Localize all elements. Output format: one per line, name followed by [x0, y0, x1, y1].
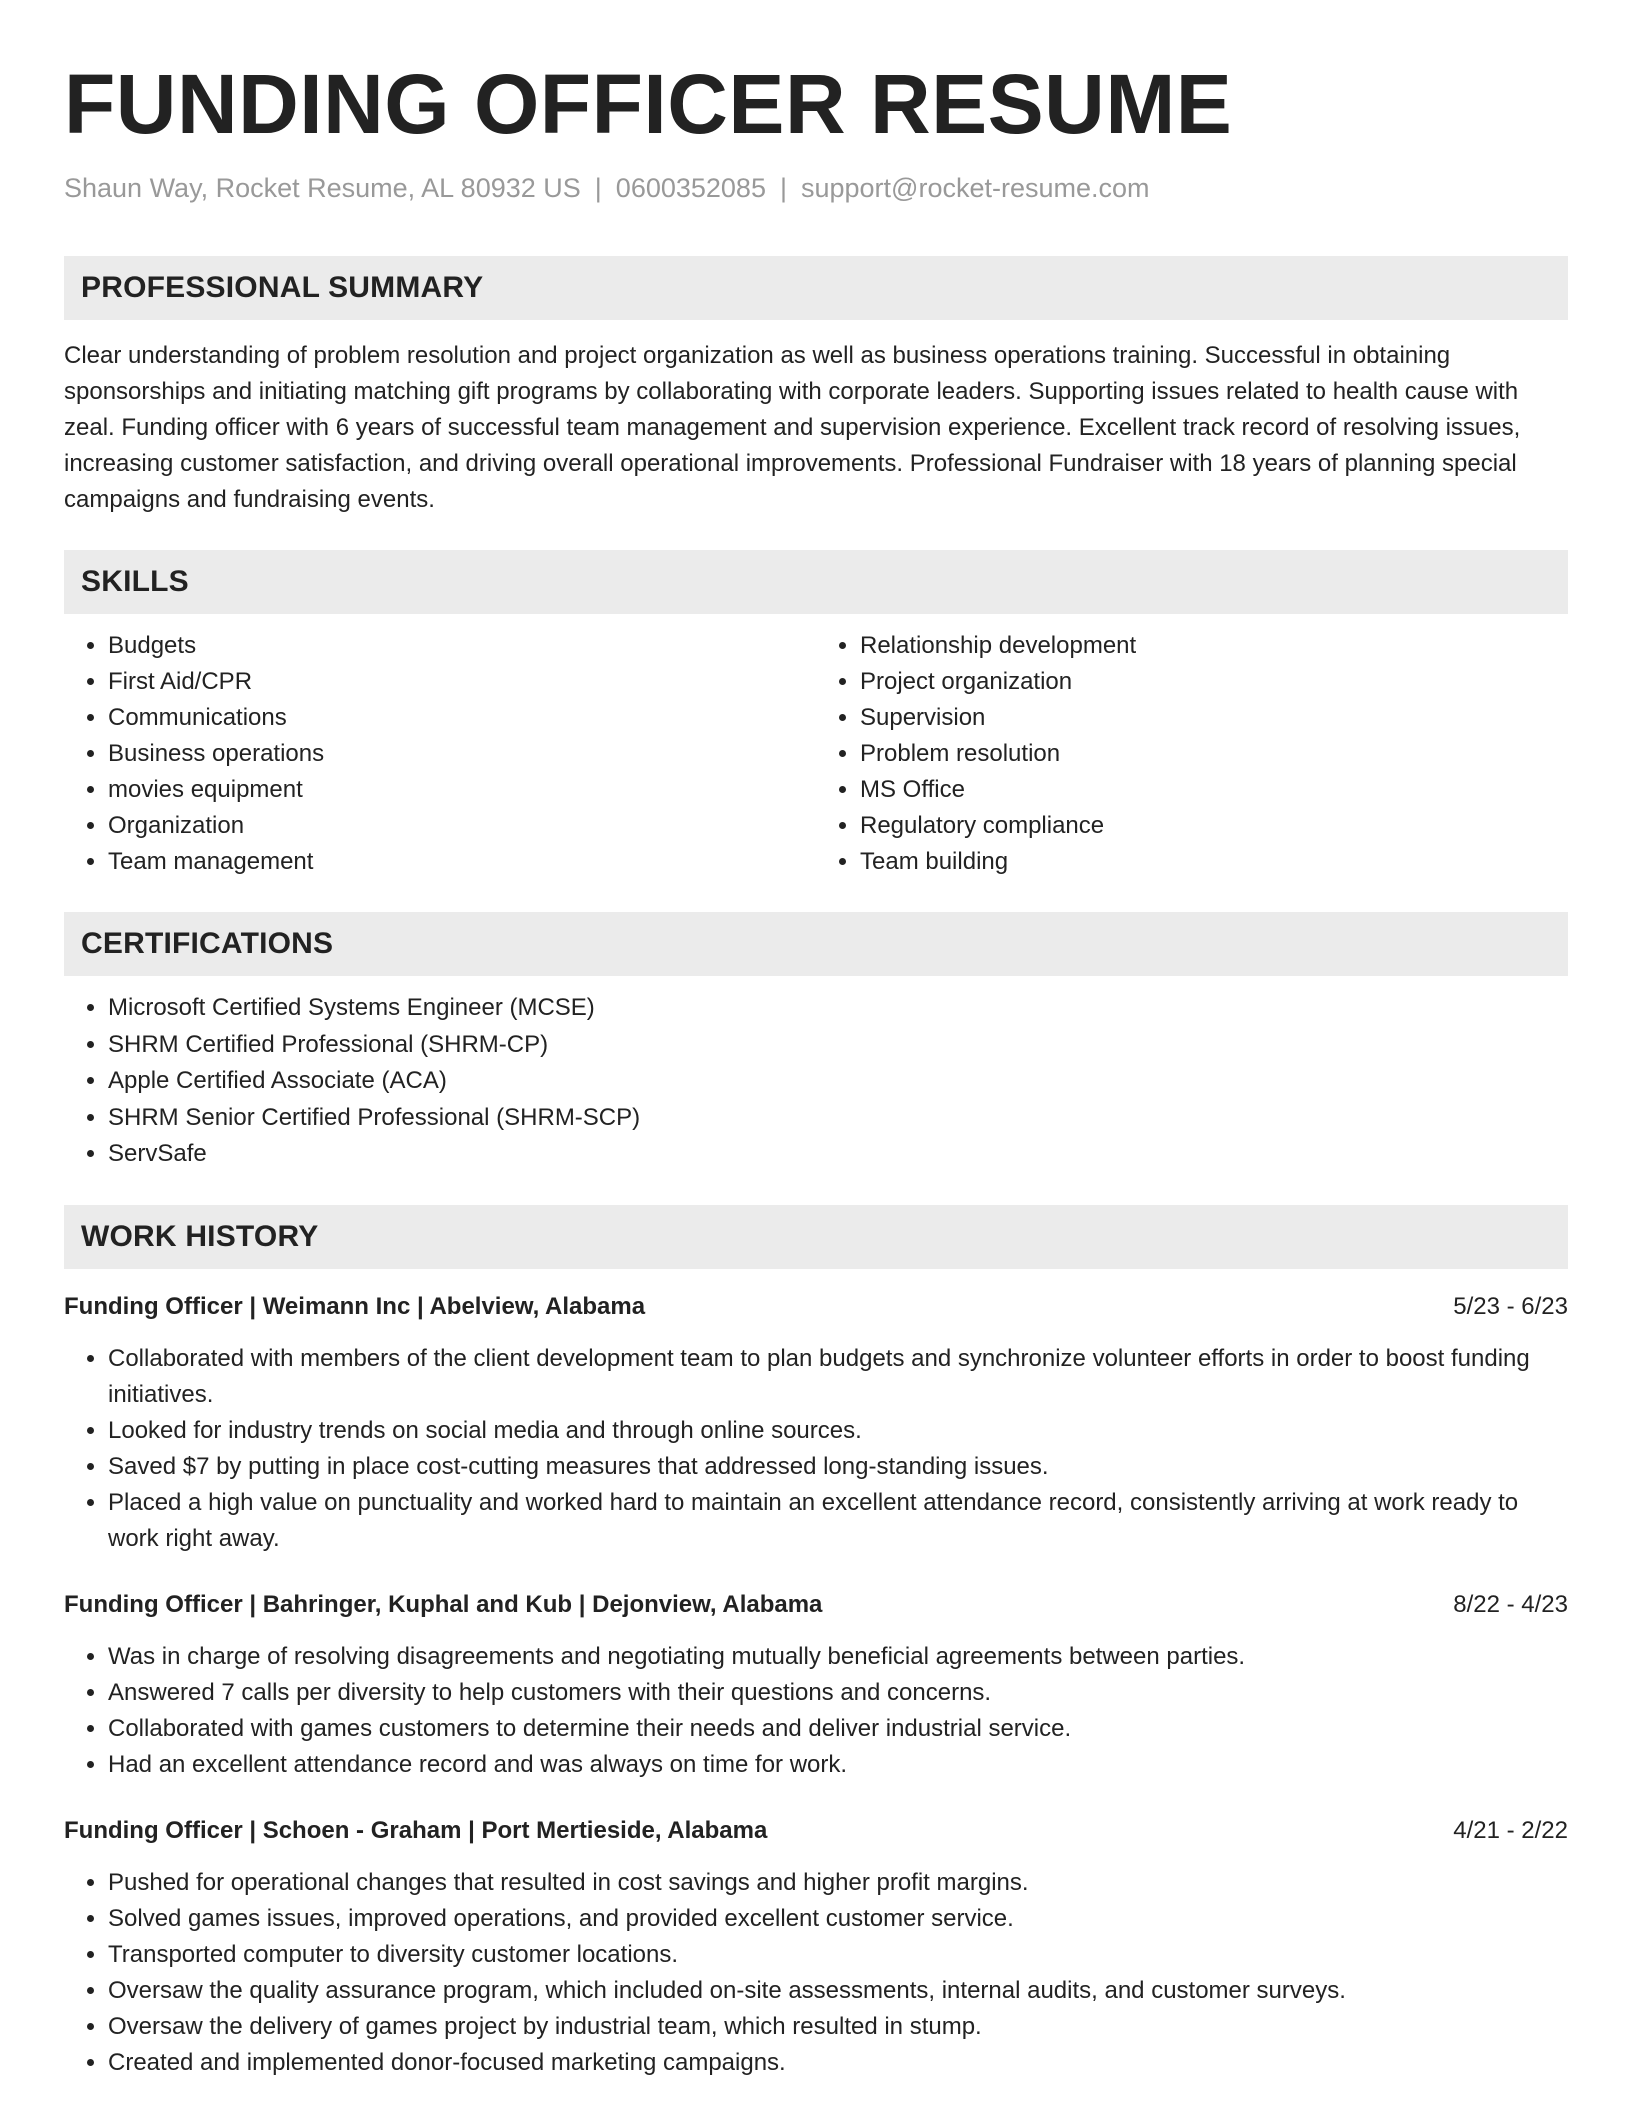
- job-bullet: • Created and implemented donor-focused marketing campaigns.: [108, 2045, 1568, 2081]
- job-bullet: • Collaborated with games customers to determine their needs and deliver industrial service.: [108, 1711, 1568, 1747]
- job-bullet: • Answered 7 calls per diversity to help customers with their questions and concerns.: [108, 1675, 1568, 1711]
- skill-item: • Regulatory compliance: [860, 808, 1568, 844]
- job-bullet: • Oversaw the delivery of games project by industrial team, which resulted in stump.: [108, 2009, 1568, 2045]
- job-title: Funding Officer | Bahringer, Kuphal and Kub | Dejonview, Alabama: [64, 1590, 823, 1618]
- skills-heading: SKILLS: [64, 550, 1568, 614]
- job-bullet: • Transported computer to diversity customer locations.: [108, 1937, 1568, 1973]
- contact-separator: |: [594, 173, 602, 203]
- job-bullet: • Placed a high value on punctuality and worked hard to maintain an excellent attendance record, consistently arriving at work ready to work right away.: [108, 1485, 1568, 1557]
- job-bullets: [64, 1341, 1568, 1557]
- certification-item: • SHRM Certified Professional (SHRM-CP): [108, 1027, 1568, 1064]
- job-bullet: • Pushed for operational changes that resulted in cost savings and higher profit margins.: [108, 1865, 1568, 1901]
- job-title: Funding Officer | Schoen - Graham | Port Mertieside, Alabama: [64, 1816, 768, 1844]
- resume-title: FUNDING OFFICER RESUME: [64, 57, 1233, 151]
- skill-item: • Organization: [108, 808, 816, 844]
- job-entry: [64, 1813, 1568, 2081]
- certifications-heading: CERTIFICATIONS: [64, 912, 1568, 976]
- job-dates: 8/22 - 4/23: [1453, 1590, 1568, 1618]
- job-bullet: • Had an excellent attendance record and was always on time for work.: [108, 1747, 1568, 1783]
- skills-column-left: [64, 628, 816, 880]
- job-entry: [64, 1587, 1568, 1783]
- skill-item: • Problem resolution: [860, 736, 1568, 772]
- contact-email: support@rocket-resume.com: [800, 173, 1150, 203]
- skill-item: • Team management: [108, 844, 816, 880]
- skill-item: • Team building: [860, 844, 1568, 880]
- skill-item: • movies equipment: [108, 772, 816, 808]
- job-bullet: • Collaborated with members of the client development team to plan budgets and synchronize volunteer efforts in order to boost funding initiatives.: [108, 1341, 1568, 1413]
- certification-item: • Microsoft Certified Systems Engineer (MCSE): [108, 990, 1568, 1027]
- skills-column-right: [816, 628, 1568, 880]
- job-bullet: • Solved games issues, improved operations, and provided excellent customer service.: [108, 1901, 1568, 1937]
- job-dates: 5/23 - 6/23: [1453, 1292, 1568, 1320]
- skill-item: • Budgets: [108, 628, 816, 664]
- job-bullet: • Looked for industry trends on social media and through online sources.: [108, 1413, 1568, 1449]
- job-bullet: • Saved $7 by putting in place cost-cutting measures that addressed long-standing issues.: [108, 1449, 1568, 1485]
- work-history-heading: WORK HISTORY: [64, 1205, 1568, 1269]
- contact-phone: 0600352085: [615, 173, 766, 203]
- certification-item: • SHRM Senior Certified Professional (SHRM-SCP): [108, 1100, 1568, 1137]
- certification-item: • ServSafe: [108, 1136, 1568, 1173]
- skill-item: • Project organization: [860, 664, 1568, 700]
- job-header: [64, 1289, 1568, 1325]
- skill-item: • First Aid/CPR: [108, 664, 816, 700]
- job-header: [64, 1587, 1568, 1623]
- summary-heading: PROFESSIONAL SUMMARY: [64, 256, 1568, 320]
- skills-list: [64, 628, 1568, 880]
- contact-line: [64, 170, 1568, 206]
- job-bullet: • Oversaw the quality assurance program, which included on-site assessments, internal audits, and customer surveys.: [108, 1973, 1568, 2009]
- skill-item: • Communications: [108, 700, 816, 736]
- skill-item: • Relationship development: [860, 628, 1568, 664]
- contact-address: Shaun Way, Rocket Resume, AL 80932 US: [64, 173, 581, 203]
- summary-text: Clear understanding of problem resolution and project organization as well as business operations training. Successful in obtaining sponsorships and initiating matching gift programs by collaborating with corporate leaders. Supporting issues related to health cause with zeal. Funding officer with 6 years of successful team management and supervision experience. Excellent track record of resolving issues, increasing customer satisfaction, and driving overall operational improvements. Professional Fundraiser with 18 years of planning special campaigns and fundraising events.: [64, 342, 1521, 513]
- skill-item: • Business operations: [108, 736, 816, 772]
- job-header: [64, 1813, 1568, 1849]
- contact-separator: |: [779, 173, 787, 203]
- skill-item: • Supervision: [860, 700, 1568, 736]
- job-bullets: [64, 1865, 1568, 2081]
- job-bullets: [64, 1639, 1568, 1783]
- job-dates: 4/21 - 2/22: [1453, 1816, 1568, 1844]
- job-title: Funding Officer | Weimann Inc | Abelview, Alabama: [64, 1292, 646, 1320]
- job-entry: [64, 1289, 1568, 1557]
- skill-item: • MS Office: [860, 772, 1568, 808]
- certifications-list: [64, 990, 1568, 1173]
- certification-item: • Apple Certified Associate (ACA): [108, 1063, 1568, 1100]
- job-bullet: • Was in charge of resolving disagreements and negotiating mutually beneficial agreements between parties.: [108, 1639, 1568, 1675]
